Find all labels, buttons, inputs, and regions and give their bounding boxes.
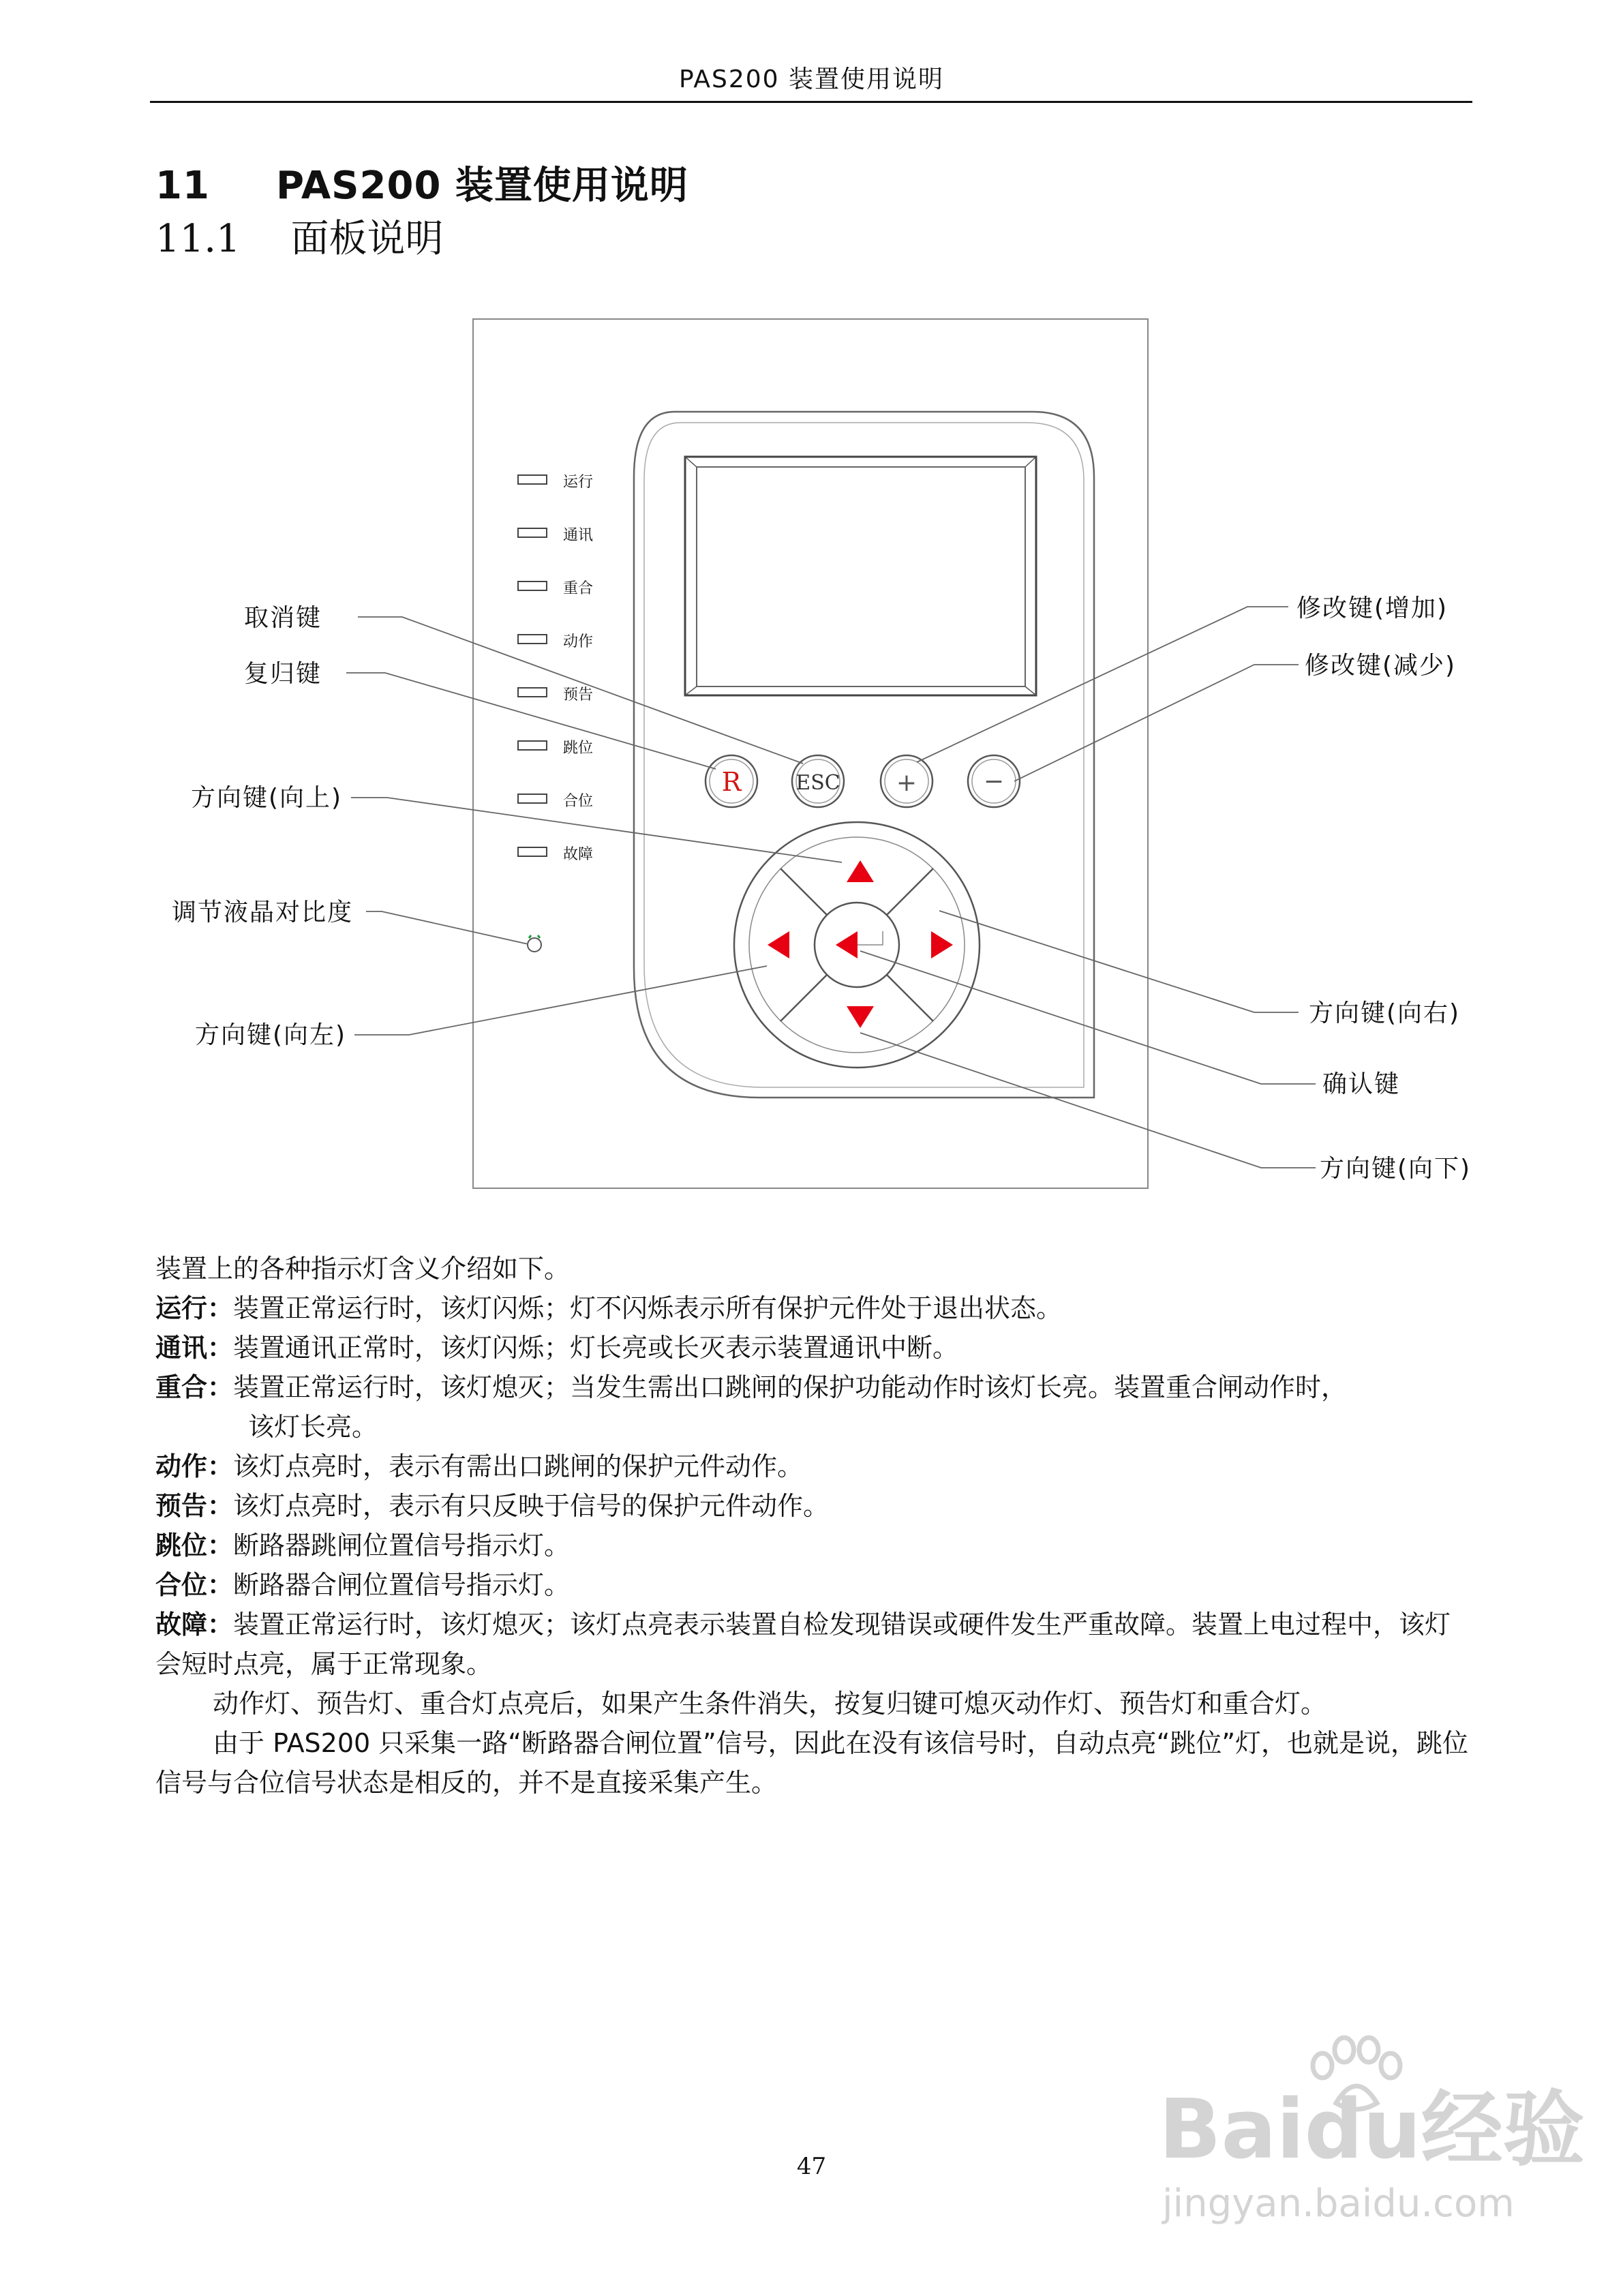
led-label-alarm: 预告 xyxy=(563,686,594,704)
item-term: 动作： xyxy=(155,1451,234,1481)
led-group xyxy=(518,475,547,856)
item-term: 运行： xyxy=(155,1293,234,1323)
item-term: 预告： xyxy=(155,1491,234,1521)
led-label-run: 运行 xyxy=(563,474,594,491)
indicator-description xyxy=(155,1249,1471,1802)
callout-contrast: 调节液晶对比度 xyxy=(172,898,354,926)
item-text: 断路器合闸位置信号指示灯。 xyxy=(233,1570,571,1600)
item-action xyxy=(155,1447,1471,1486)
led-reclose xyxy=(518,581,547,590)
callout-up-key: 方向键(向上) xyxy=(191,784,343,812)
inner-panel-bevel xyxy=(644,423,1084,1087)
led-label-close-position: 合位 xyxy=(563,793,594,810)
watermark-paw-icon xyxy=(1302,2035,1411,2117)
page-header-title: PAS200 装置使用说明 xyxy=(678,65,945,93)
chapter-title: PAS200 装置使用说明 xyxy=(275,164,688,208)
callout-lines xyxy=(346,607,1316,1168)
led-label-comm: 通讯 xyxy=(563,527,594,544)
direction-arrows xyxy=(768,860,953,1028)
watermark-logo: Baidu经验 xyxy=(1159,2083,1585,2177)
item-text: 该灯点亮时，表示有需出口跳闸的保护元件动作。 xyxy=(233,1451,804,1481)
callout-reset-key: 复归键 xyxy=(244,660,322,688)
callout-decrease-key: 修改键(减少) xyxy=(1305,652,1457,680)
led-action xyxy=(518,635,547,644)
led-label-fault: 故障 xyxy=(563,846,594,863)
callout-cancel-key: 取消键 xyxy=(244,604,322,632)
contrast-knob xyxy=(528,938,541,952)
callout-confirm-key: 确认键 xyxy=(1322,1070,1401,1098)
item-text: 装置正常运行时，该灯熄灭；当发生需出口跳闸的保护功能动作时该灯长亮。装置重合闸动作时， xyxy=(233,1372,1348,1402)
led-alarm xyxy=(518,688,547,697)
watermark-url: jingyan.baidu.com xyxy=(1162,2181,1515,2226)
key-esc-label: ESC xyxy=(795,771,840,795)
item-run xyxy=(155,1288,1471,1328)
led-trip-position xyxy=(518,741,547,750)
item-term: 通讯： xyxy=(155,1333,234,1363)
key-r-label: R xyxy=(721,767,742,797)
section-title: 面板说明 xyxy=(290,217,444,261)
callout-left-key: 方向键(向左) xyxy=(195,1021,347,1049)
note-reset: 动作灯、预告灯、重合灯点亮后，如果产生条件消失，按复归键可熄灭动作灯、预告灯和重合灯。 xyxy=(213,1689,1327,1719)
arrow-right-icon xyxy=(931,931,953,958)
item-reclose xyxy=(155,1368,1471,1407)
section-number: 11.1 xyxy=(155,217,241,261)
item-fault xyxy=(155,1605,1471,1684)
item-term: 合位： xyxy=(155,1570,234,1600)
lcd-screen xyxy=(685,457,1036,695)
key-plus-label: + xyxy=(896,769,917,797)
item-trip-position xyxy=(155,1526,1471,1565)
callout-down-key: 方向键(向下) xyxy=(1320,1155,1472,1183)
item-text: 断路器跳闸位置信号指示灯。 xyxy=(233,1530,571,1560)
item-reclose-cont: 该灯长亮。 xyxy=(248,1412,378,1442)
enter-icon xyxy=(836,931,858,958)
arrow-down-icon xyxy=(847,1006,874,1028)
item-text: 装置正常运行时，该灯熄灭；该灯点亮表示装置自检发现错误或硬件发生严重故障。装置上电过程中，该灯会短时点亮，属于正常现象。 xyxy=(155,1610,1451,1679)
item-text: 装置正常运行时，该灯闪烁；灯不闪烁表示所有保护元件处于退出状态。 xyxy=(233,1293,1063,1323)
callout-increase-key: 修改键(增加) xyxy=(1296,594,1448,622)
led-label-reclose: 重合 xyxy=(563,580,594,597)
intro-line: 装置上的各种指示灯含义介绍如下。 xyxy=(155,1254,571,1284)
led-comm xyxy=(518,528,547,537)
item-text: 装置通讯正常时，该灯闪烁；灯长亮或长灭表示装置通讯中断。 xyxy=(233,1333,959,1363)
item-term: 故障： xyxy=(155,1610,234,1640)
key-minus-label: − xyxy=(983,768,1005,796)
callout-right-key: 方向键(向右) xyxy=(1309,999,1461,1027)
arrow-up-icon xyxy=(847,860,874,882)
note-trip-position: 由于 PAS200 只采集一路“断路器合闸位置”信号，因此在没有该信号时，自动点亮“跳位”灯，也就是说，跳位信号与合位信号状态是相反的，并不是直接采集产生。 xyxy=(155,1728,1469,1798)
item-text: 该灯点亮时，表示有只反映于信号的保护元件动作。 xyxy=(233,1491,830,1521)
led-close-position xyxy=(518,794,547,803)
arrow-left-icon xyxy=(768,931,789,958)
item-term: 重合： xyxy=(155,1372,234,1402)
chapter-number: 11 xyxy=(155,164,210,208)
item-term: 跳位： xyxy=(155,1530,234,1560)
item-comm xyxy=(155,1328,1471,1368)
led-fault xyxy=(518,847,547,856)
item-close-position xyxy=(155,1565,1471,1605)
led-label-action: 动作 xyxy=(563,633,594,650)
led-label-trip-position: 跳位 xyxy=(563,740,594,757)
lcd-inner xyxy=(697,467,1025,686)
page-number: 47 xyxy=(796,2153,827,2180)
item-alarm xyxy=(155,1486,1471,1526)
led-run xyxy=(518,475,547,484)
